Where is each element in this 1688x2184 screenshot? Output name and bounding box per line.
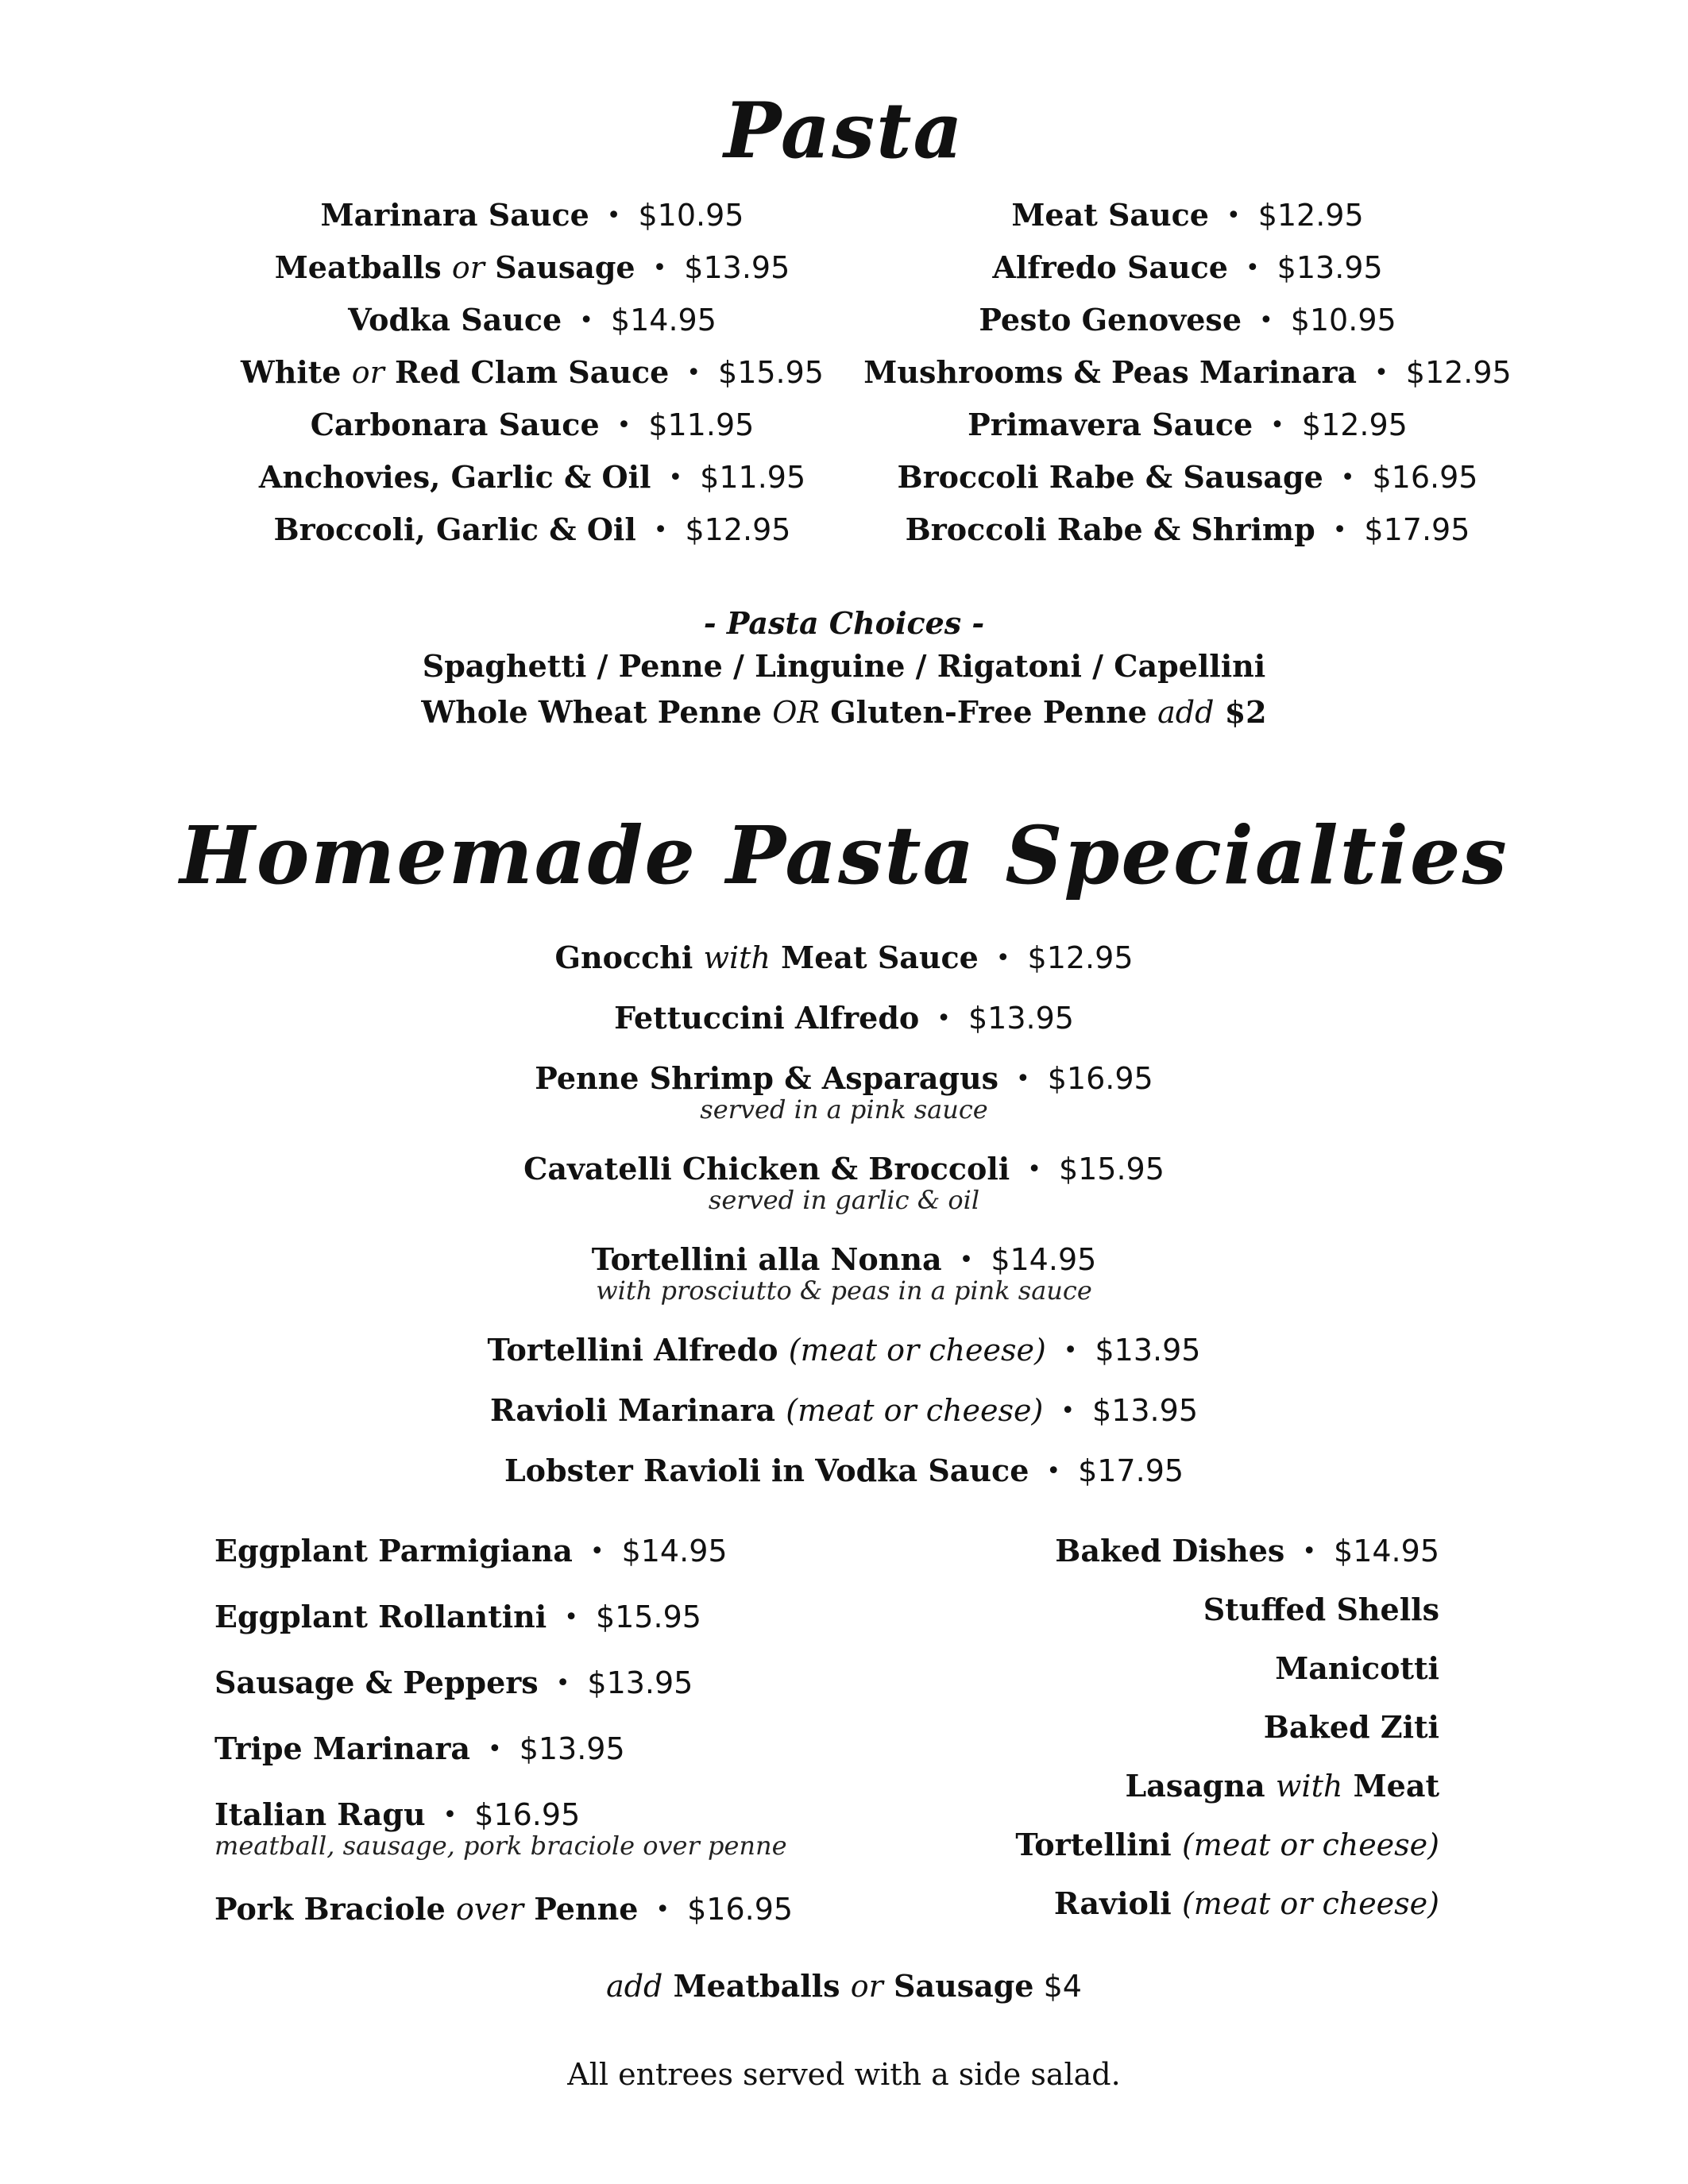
specialties-list — [0, 940, 1688, 1495]
menu-item — [214, 354, 850, 390]
separator-dot: • — [1063, 1337, 1078, 1364]
item-name: Meat Sauce — [1011, 197, 1209, 233]
item-price: $13.95 — [1277, 250, 1383, 285]
menu-item — [838, 249, 1537, 285]
item-price: $14.95 — [991, 1242, 1097, 1277]
separator-dot: • — [1027, 1156, 1041, 1183]
item-name: Manicotti — [1275, 1650, 1439, 1686]
item-price: $15.95 — [718, 355, 824, 390]
separator-dot: • — [668, 464, 683, 492]
item-name: Tortellini (meat or cheese) — [1015, 1827, 1439, 1862]
item-name: Stuffed Shells — [1203, 1592, 1439, 1627]
menu-item — [0, 940, 1688, 975]
menu-item — [214, 302, 850, 338]
item-name: Eggplant Parmigiana — [214, 1533, 573, 1569]
menu-item — [214, 1533, 929, 1569]
menu-item — [214, 459, 850, 495]
separator-dot: • — [589, 1538, 605, 1565]
separator-dot: • — [442, 1801, 458, 1829]
entrees-left-column — [214, 1533, 929, 1927]
menu-item — [874, 1768, 1439, 1804]
item-price: $13.95 — [587, 1665, 693, 1700]
menu-item — [0, 1151, 1688, 1215]
menu-item — [838, 511, 1537, 547]
pasta-choices-list: Spaghetti / Penne / Linguine / Rigatoni / Capellini — [422, 648, 1266, 684]
menu-item — [838, 407, 1537, 442]
item-price: $13.95 — [1092, 1393, 1198, 1428]
item-name: Baked Ziti — [1263, 1709, 1439, 1745]
add-on-line: add Meatballs or Sausage $4 — [606, 1968, 1082, 2004]
item-name: Tripe Marinara — [214, 1731, 470, 1766]
separator-dot: • — [1245, 254, 1260, 282]
specialties-title: Homemade Pasta Specialties — [180, 808, 1508, 902]
pasta-choices-header: - Pasta Choices - — [703, 605, 985, 641]
menu-item — [214, 1731, 929, 1766]
item-name: Tortellini alla Nonna — [591, 1241, 942, 1277]
item-name: Alfredo Sauce — [992, 249, 1228, 285]
menu-item — [214, 1599, 929, 1634]
separator-dot: • — [995, 944, 1010, 972]
item-name: Broccoli, Garlic & Oil — [273, 511, 636, 547]
item-name: Penne Shrimp & Asparagus — [535, 1060, 999, 1096]
pasta-title: Pasta — [724, 86, 964, 176]
separator-dot: • — [1332, 516, 1347, 544]
menu-item — [0, 1241, 1688, 1306]
pasta-left-column — [214, 197, 850, 554]
separator-dot: • — [1340, 464, 1355, 492]
menu-item — [874, 1709, 1439, 1745]
separator-dot: • — [616, 411, 632, 439]
menu-item — [874, 1885, 1439, 1921]
item-name: Gnocchi with Meat Sauce — [554, 940, 979, 975]
item-name: Broccoli Rabe & Sausage — [897, 459, 1323, 495]
separator-dot: • — [564, 1603, 578, 1631]
item-name: Carbonara Sauce — [310, 407, 600, 442]
item-price: $11.95 — [700, 460, 806, 495]
separator-dot: • — [937, 1005, 951, 1032]
item-description: meatball, sausage, pork braciole over penne — [214, 1831, 787, 1861]
item-name: Tortellini Alfredo (meat or cheese) — [487, 1332, 1046, 1368]
item-price: $12.95 — [1027, 940, 1134, 975]
item-name: Sausage & Peppers — [214, 1665, 539, 1700]
separator-dot: • — [1302, 1538, 1317, 1565]
item-price: $11.95 — [648, 407, 755, 442]
item-price: $10.95 — [1290, 303, 1396, 338]
menu-item — [0, 1453, 1688, 1488]
item-name: Pork Braciole over Penne — [214, 1891, 639, 1927]
menu-item — [838, 197, 1537, 233]
separator-dot: • — [1016, 1065, 1030, 1093]
item-price: $16.95 — [474, 1797, 581, 1832]
item-name: Marinara Sauce — [320, 197, 589, 233]
separator-dot: • — [653, 516, 668, 544]
item-price: $10.95 — [638, 198, 744, 233]
menu-item — [214, 407, 850, 442]
item-name: Vodka Sauce — [348, 302, 562, 338]
item-price: $15.95 — [1058, 1152, 1165, 1187]
item-description: with prosciutto & peas in a pink sauce — [596, 1275, 1092, 1306]
item-price: $17.95 — [1364, 512, 1470, 547]
menu-item — [214, 249, 850, 285]
item-name: Mushrooms & Peas Marinara — [863, 354, 1358, 390]
separator-dot: • — [652, 254, 667, 282]
item-description: served in a pink sauce — [700, 1094, 988, 1125]
pasta-right-column — [838, 197, 1537, 554]
item-price: $12.95 — [1405, 355, 1512, 390]
item-price: $13.95 — [684, 250, 790, 285]
item-description: served in garlic & oil — [708, 1185, 980, 1215]
item-price: $13.95 — [519, 1731, 625, 1766]
menu-item — [214, 1891, 929, 1927]
menu-item — [874, 1650, 1439, 1686]
side-salad-note: All entrees served with a side salad. — [567, 2057, 1121, 2092]
pasta-choices-alternatives: Whole Wheat Penne OR Gluten-Free Penne add $2 — [421, 694, 1267, 730]
item-name: Primavera Sauce — [968, 407, 1253, 442]
item-price: $14.95 — [621, 1534, 728, 1569]
menu-item — [838, 354, 1537, 390]
item-price: $13.95 — [1095, 1333, 1201, 1368]
item-price: $12.95 — [1257, 198, 1364, 233]
separator-dot: • — [1046, 1457, 1061, 1485]
separator-dot: • — [555, 1669, 570, 1697]
menu-item — [0, 1332, 1688, 1368]
separator-dot: • — [487, 1735, 502, 1763]
item-price: $15.95 — [595, 1599, 701, 1634]
separator-dot: • — [1259, 307, 1273, 334]
menu-item — [214, 511, 850, 547]
separator-dot: • — [606, 202, 621, 230]
item-name: Meatballs or Sausage — [274, 249, 635, 285]
item-name: White or Red Clam Sauce — [241, 354, 670, 390]
separator-dot: • — [686, 359, 701, 387]
item-price: $14.95 — [610, 303, 717, 338]
item-name: Ravioli (meat or cheese) — [1053, 1885, 1439, 1921]
item-name: Broccoli Rabe & Shrimp — [905, 511, 1315, 547]
item-price: $16.95 — [1047, 1061, 1153, 1096]
item-name: Italian Ragu — [214, 1796, 426, 1832]
menu-item — [838, 459, 1537, 495]
item-price: $12.95 — [1301, 407, 1408, 442]
pasta-choices — [0, 605, 1688, 740]
menu-item — [214, 1796, 929, 1861]
item-name: Lasagna with Meat — [1125, 1768, 1439, 1804]
item-name: Ravioli Marinara (meat or cheese) — [489, 1392, 1044, 1428]
item-price: $13.95 — [968, 1001, 1074, 1036]
item-price: $16.95 — [687, 1892, 794, 1927]
item-name: Fettuccini Alfredo — [614, 1000, 920, 1036]
menu-item — [214, 197, 850, 233]
item-name: Pesto Genovese — [979, 302, 1242, 338]
menu-item — [0, 1392, 1688, 1428]
item-price: $17.95 — [1078, 1453, 1184, 1488]
item-name: Anchovies, Garlic & Oil — [258, 459, 651, 495]
item-price: $14.95 — [1334, 1534, 1439, 1569]
separator-dot: • — [1226, 202, 1241, 230]
separator-dot: • — [579, 307, 593, 334]
menu-item — [874, 1827, 1439, 1862]
baked-dishes-header — [874, 1533, 1439, 1569]
item-price: $12.95 — [685, 512, 791, 547]
item-name: Lobster Ravioli in Vodka Sauce — [504, 1453, 1029, 1488]
menu-item — [874, 1592, 1439, 1627]
item-price: $16.95 — [1372, 460, 1478, 495]
menu-item — [838, 302, 1537, 338]
menu-item — [214, 1665, 929, 1700]
separator-dot: • — [1270, 411, 1284, 439]
separator-dot: • — [1060, 1397, 1076, 1425]
menu-item — [0, 1000, 1688, 1036]
baked-dishes-column — [874, 1533, 1439, 1921]
separator-dot: • — [959, 1246, 974, 1274]
item-name: Cavatelli Chicken & Broccoli — [523, 1151, 1010, 1187]
separator-dot: • — [1374, 359, 1389, 387]
item-name: Baked Dishes — [1055, 1533, 1285, 1569]
separator-dot: • — [655, 1896, 670, 1924]
menu-item — [0, 1060, 1688, 1125]
item-name: Eggplant Rollantini — [214, 1599, 547, 1634]
